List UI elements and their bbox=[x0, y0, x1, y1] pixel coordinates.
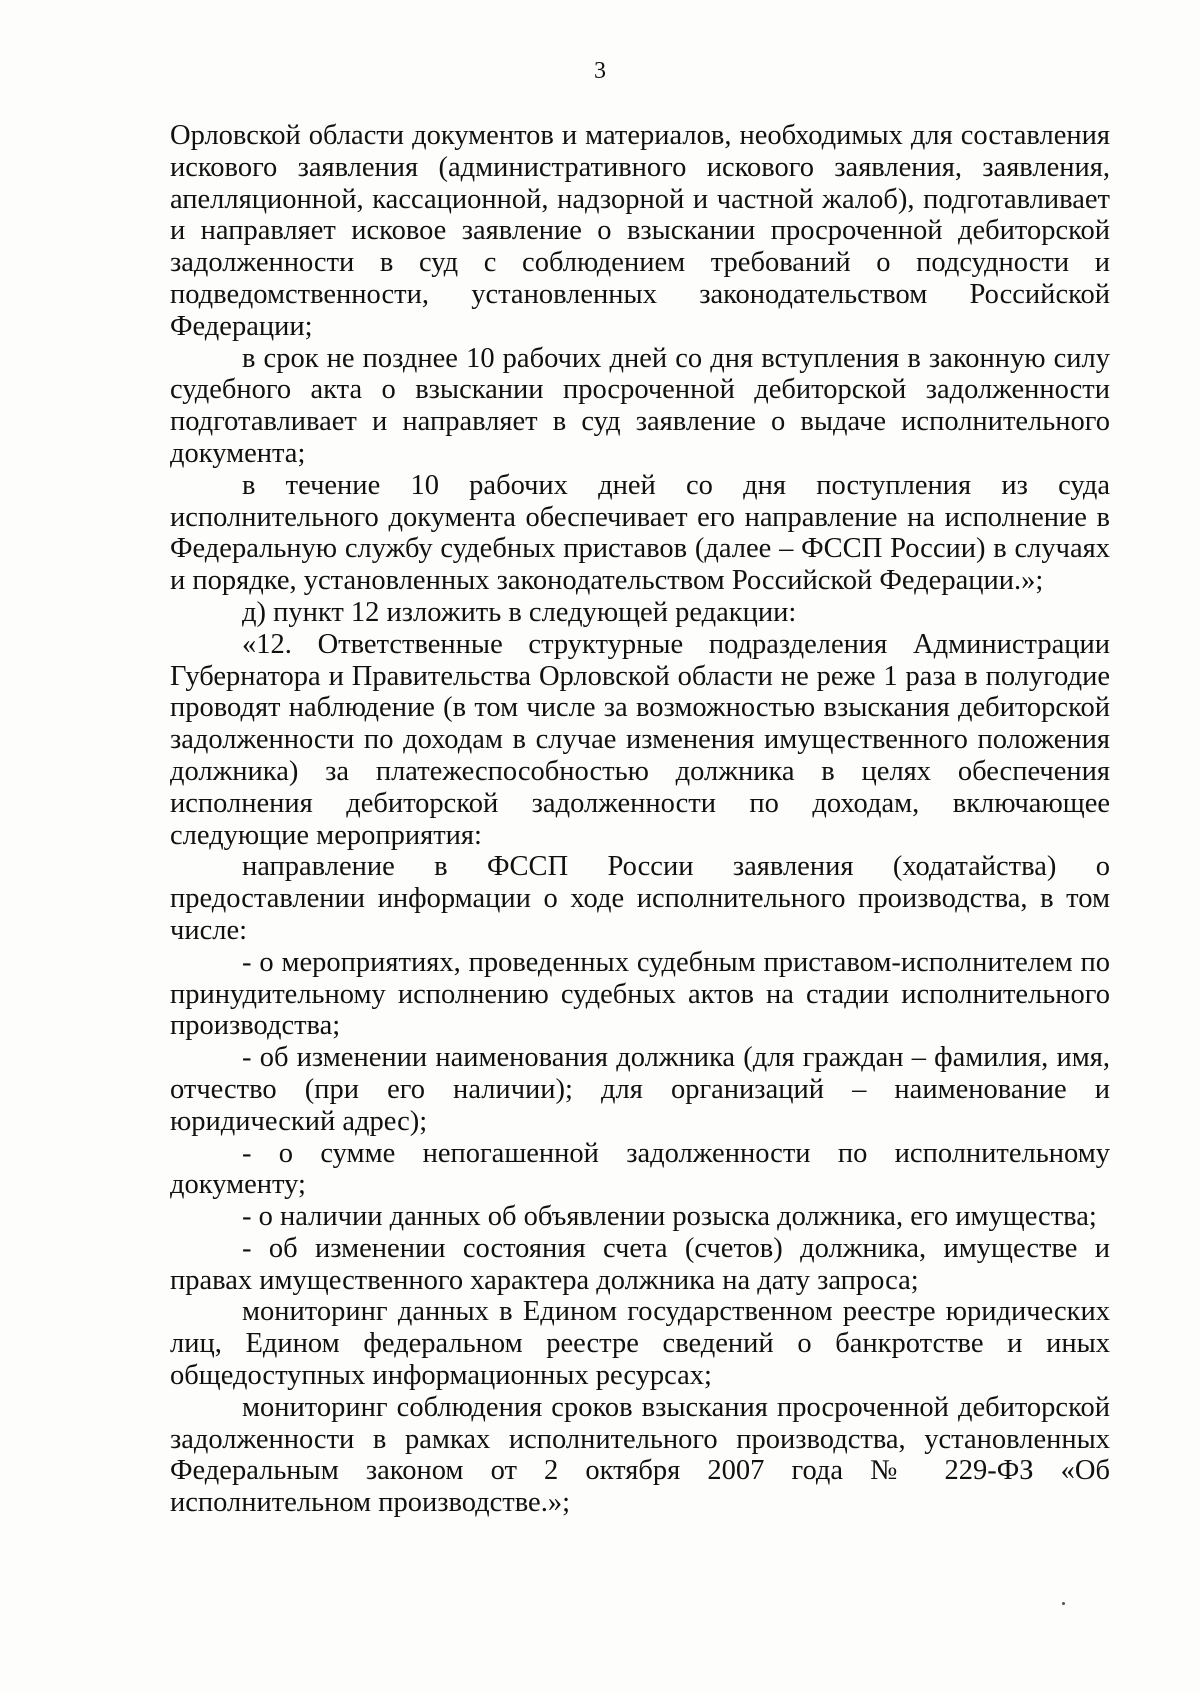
paragraph-clause-12: «12. Ответственные структурные подразделения Администрации Губернатора и Правительства Орловской области не реже 1 раза в полугодие проводят наблюдение (в том числе за возможностью взыскания дебиторской задолженности по доходам в случае изменения имущественного положения должника) за платежеспособностью должника в целях обеспечения исполнения дебиторской задолженности по доходам, включающее следующие мероприятия: bbox=[170, 628, 1110, 851]
scan-speck bbox=[1062, 1602, 1065, 1605]
paragraph-continuation: Орловской области документов и материалов, необходимых для составления искового заявления (административного искового заявления, заявления, апелляционной, кассационной, надзорной и частной жалоб), подготавливает и направляет исковое заявление о взыскании просроченной дебиторской задолженности в суд с соблюдением требований о подсудности и подведомственности, установленных законодательством Российской Федерации; bbox=[170, 120, 1110, 342]
paragraph-fssp-request: направление в ФССП России заявления (ходатайства) о предоставлении информации о ходе исполнительного производства, в том числе: bbox=[170, 851, 1110, 946]
paragraph-deadline-execution-request: в срок не позднее 10 рабочих дней со дня вступления в законную силу судебного акта о взыскании просроченной дебиторской задолженности подготавливает и направляет в суд заявление о выдаче исполнительного документа; bbox=[170, 342, 1110, 469]
list-item-outstanding-debt: - о сумме непогашенной задолженности по исполнительному документу; bbox=[170, 1137, 1110, 1201]
list-item-debtor-name-change: - об изменении наименования должника (для граждан – фамилия, имя, отчество (при его наличии); для организаций – наименование и юридический адрес); bbox=[170, 1042, 1110, 1137]
list-item-search-declared: - о наличии данных об объявлении розыска должника, его имущества; bbox=[242, 1201, 1097, 1233]
list-item-account-status: - об изменении состояния счета (счетов) должника, имуществе и правах имущественного характера должника на дату запроса; bbox=[170, 1232, 1110, 1296]
document-body bbox=[170, 120, 1110, 1519]
page-number: 3 bbox=[594, 58, 606, 84]
paragraph-item-d: д) пункт 12 изложить в следующей редакции: bbox=[242, 596, 797, 628]
list-item-measures: - о мероприятиях, проведенных судебным приставом-исполнителем по принудительному исполнению судебных актов на стадии исполнительного производства; bbox=[170, 946, 1110, 1042]
paragraph-deadline-monitoring: мониторинг соблюдения сроков взыскания просроченной дебиторской задолженности в рамках исполнительного производства, установленных Федеральным законом от 2 октября 2007 года № 229-ФЗ «Об исполнительном производстве.»; bbox=[170, 1391, 1110, 1519]
paragraph-registry-monitoring: мониторинг данных в Едином государственном реестре юридических лиц, Едином федеральном реестре сведений о банкротстве и иных общедоступных информационных ресурсах; bbox=[170, 1296, 1110, 1392]
paragraph-fssp-submission: в течение 10 рабочих дней со дня поступления из суда исполнительного документа обеспечивает его направление на исполнение в Федеральную службу судебных приставов (далее – ФССП России) в случаях и порядке, установленных законодательством Российской Федерации.»; bbox=[170, 469, 1110, 597]
